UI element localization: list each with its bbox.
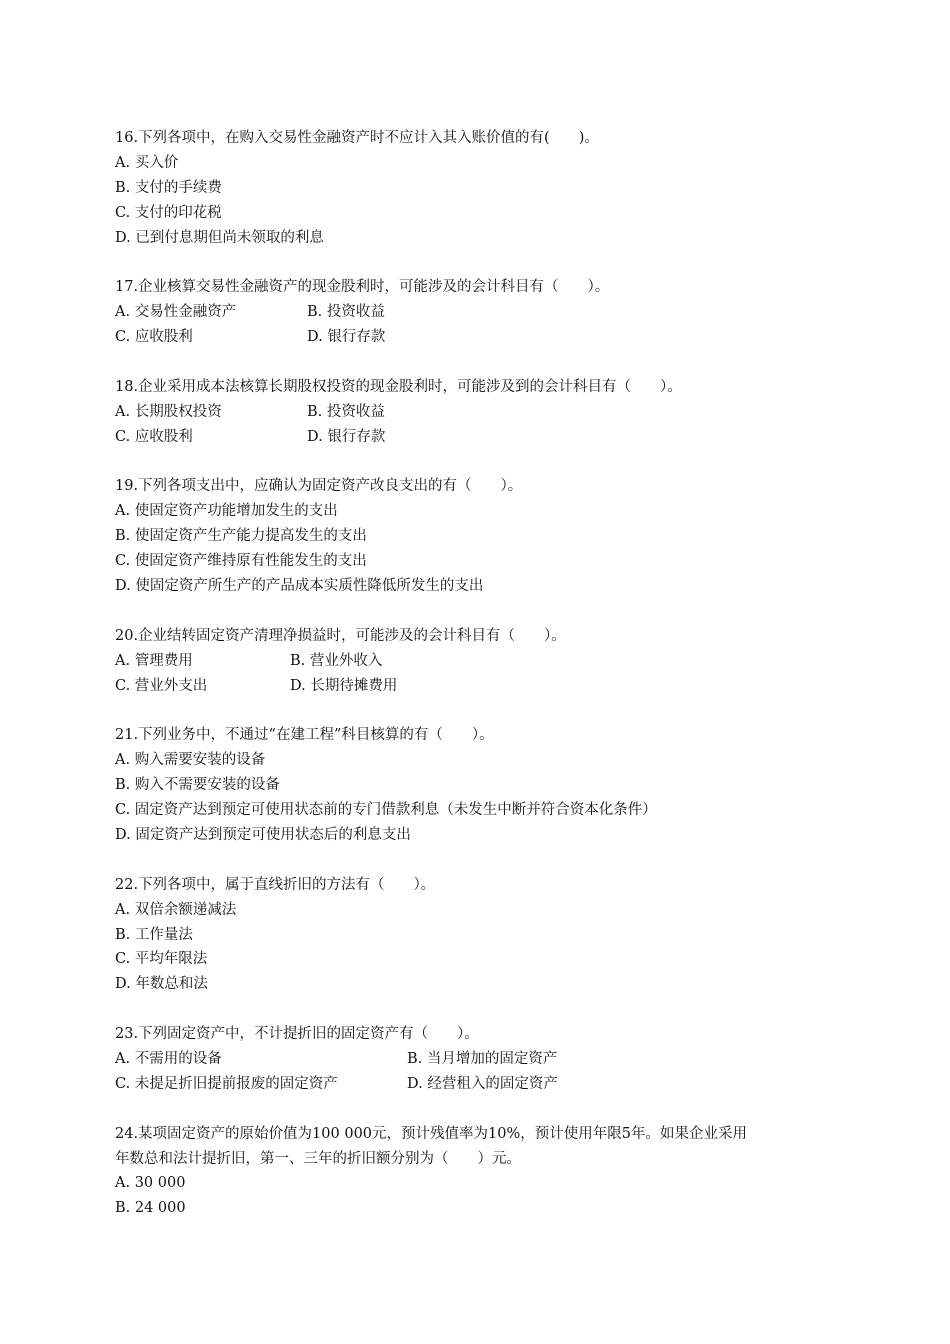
option-b: B. 投资收益 [307, 304, 385, 321]
option-row [115, 400, 850, 425]
question-19 [115, 474, 850, 598]
option-row [115, 1072, 850, 1097]
option-c: C. 营业外支出 [115, 677, 208, 694]
option-c: C. 平均年限法 [115, 951, 208, 968]
option-b: B. 购入不需要安装的设备 [115, 777, 280, 794]
option-a: A. 交易性金融资产 [115, 304, 237, 321]
option-row [115, 425, 850, 450]
option-d: D. 银行存款 [307, 428, 386, 445]
question-stem: 16.下列各项中，在购入交易性金融资产时不应计入其入账价值的有( )。 [115, 130, 599, 146]
question-17 [115, 275, 850, 350]
option-d: D. 使固定资产所生产的产品成本实质性降低所发生的支出 [115, 578, 484, 595]
option-row [115, 325, 850, 350]
option-a: A. 购入需要安装的设备 [115, 752, 266, 769]
question-stem: 18.企业采用成本法核算长期股权投资的现金股利时，可能涉及到的会计科目有（ ）。 [115, 378, 682, 395]
option-d: D. 固定资产达到预定可使用状态后的利息支出 [115, 826, 411, 843]
option-row [115, 649, 850, 674]
option-c: C. 未提足折旧提前报废的固定资产 [115, 1075, 338, 1092]
question-stem: 20.企业结转固定资产清理净损益时，可能涉及的会计科目有（ ）。 [115, 627, 566, 644]
option-d: D. 经营租入的固定资产 [407, 1075, 558, 1092]
document-page [115, 126, 850, 1246]
question-18 [115, 375, 850, 450]
option-c: C. 使固定资产维持原有性能发生的支出 [115, 553, 367, 570]
option-d: D. 长期待摊费用 [290, 677, 398, 694]
question-23 [115, 1022, 850, 1097]
option-a: A. 长期股权投资 [115, 403, 222, 420]
option-a: A. 买入价 [115, 154, 179, 171]
question-16 [115, 126, 850, 250]
option-b: B. 支付的手续费 [115, 179, 222, 196]
question-stem: 23.下列固定资产中，不计提折旧的固定资产有（ ）。 [115, 1026, 479, 1043]
option-c: C. 应收股利 [115, 329, 193, 346]
question-22 [115, 873, 850, 997]
option-b: B. 投资收益 [307, 403, 385, 420]
option-a: A. 30 000 [115, 1175, 186, 1192]
question-stem-line-1: 24.某项固定资产的原始价值为100 000元，预计残值率为10%，预计使用年限5年。如果企业采用 [115, 1125, 747, 1142]
option-d: D. 年数总和法 [115, 976, 208, 993]
option-c: C. 应收股利 [115, 428, 193, 445]
question-stem: 19.下列各项支出中，应确认为固定资产改良支出的有（ ）。 [115, 478, 523, 495]
option-b: B. 营业外收入 [290, 652, 383, 669]
option-c: C. 支付的印花税 [115, 204, 222, 221]
option-b: B. 工作量法 [115, 926, 193, 943]
question-24 [115, 1122, 850, 1222]
option-a: A. 双倍余额递减法 [115, 901, 237, 918]
question-stem: 22.下列各项中，属于直线折旧的方法有（ ）。 [115, 876, 436, 893]
option-b: B. 24 000 [115, 1200, 186, 1217]
option-row [115, 674, 850, 699]
option-row [115, 1047, 850, 1072]
question-stem-line-2: 年数总和法计提折旧，第一、三年的折旧额分别为（ ）元。 [115, 1150, 521, 1167]
option-a: A. 不需用的设备 [115, 1050, 222, 1067]
option-a: A. 管理费用 [115, 652, 193, 669]
question-stem: 17.企业核算交易性金融资产的现金股利时，可能涉及的会计科目有（ ）。 [115, 279, 610, 296]
question-20 [115, 624, 850, 699]
question-stem: 21.下列业务中，不通过“在建工程”科目核算的有（ ）。 [115, 727, 494, 744]
option-d: D. 银行存款 [307, 329, 386, 346]
option-d: D. 已到付息期但尚未领取的利息 [115, 229, 324, 246]
option-b: B. 当月增加的固定资产 [407, 1050, 558, 1067]
option-row [115, 300, 850, 325]
option-a: A. 使固定资产功能增加发生的支出 [115, 503, 338, 520]
question-21 [115, 723, 850, 847]
option-b: B. 使固定资产生产能力提高发生的支出 [115, 528, 367, 545]
option-c: C. 固定资产达到预定可使用状态前的专门借款利息（未发生中断并符合资本化条件） [115, 802, 657, 819]
